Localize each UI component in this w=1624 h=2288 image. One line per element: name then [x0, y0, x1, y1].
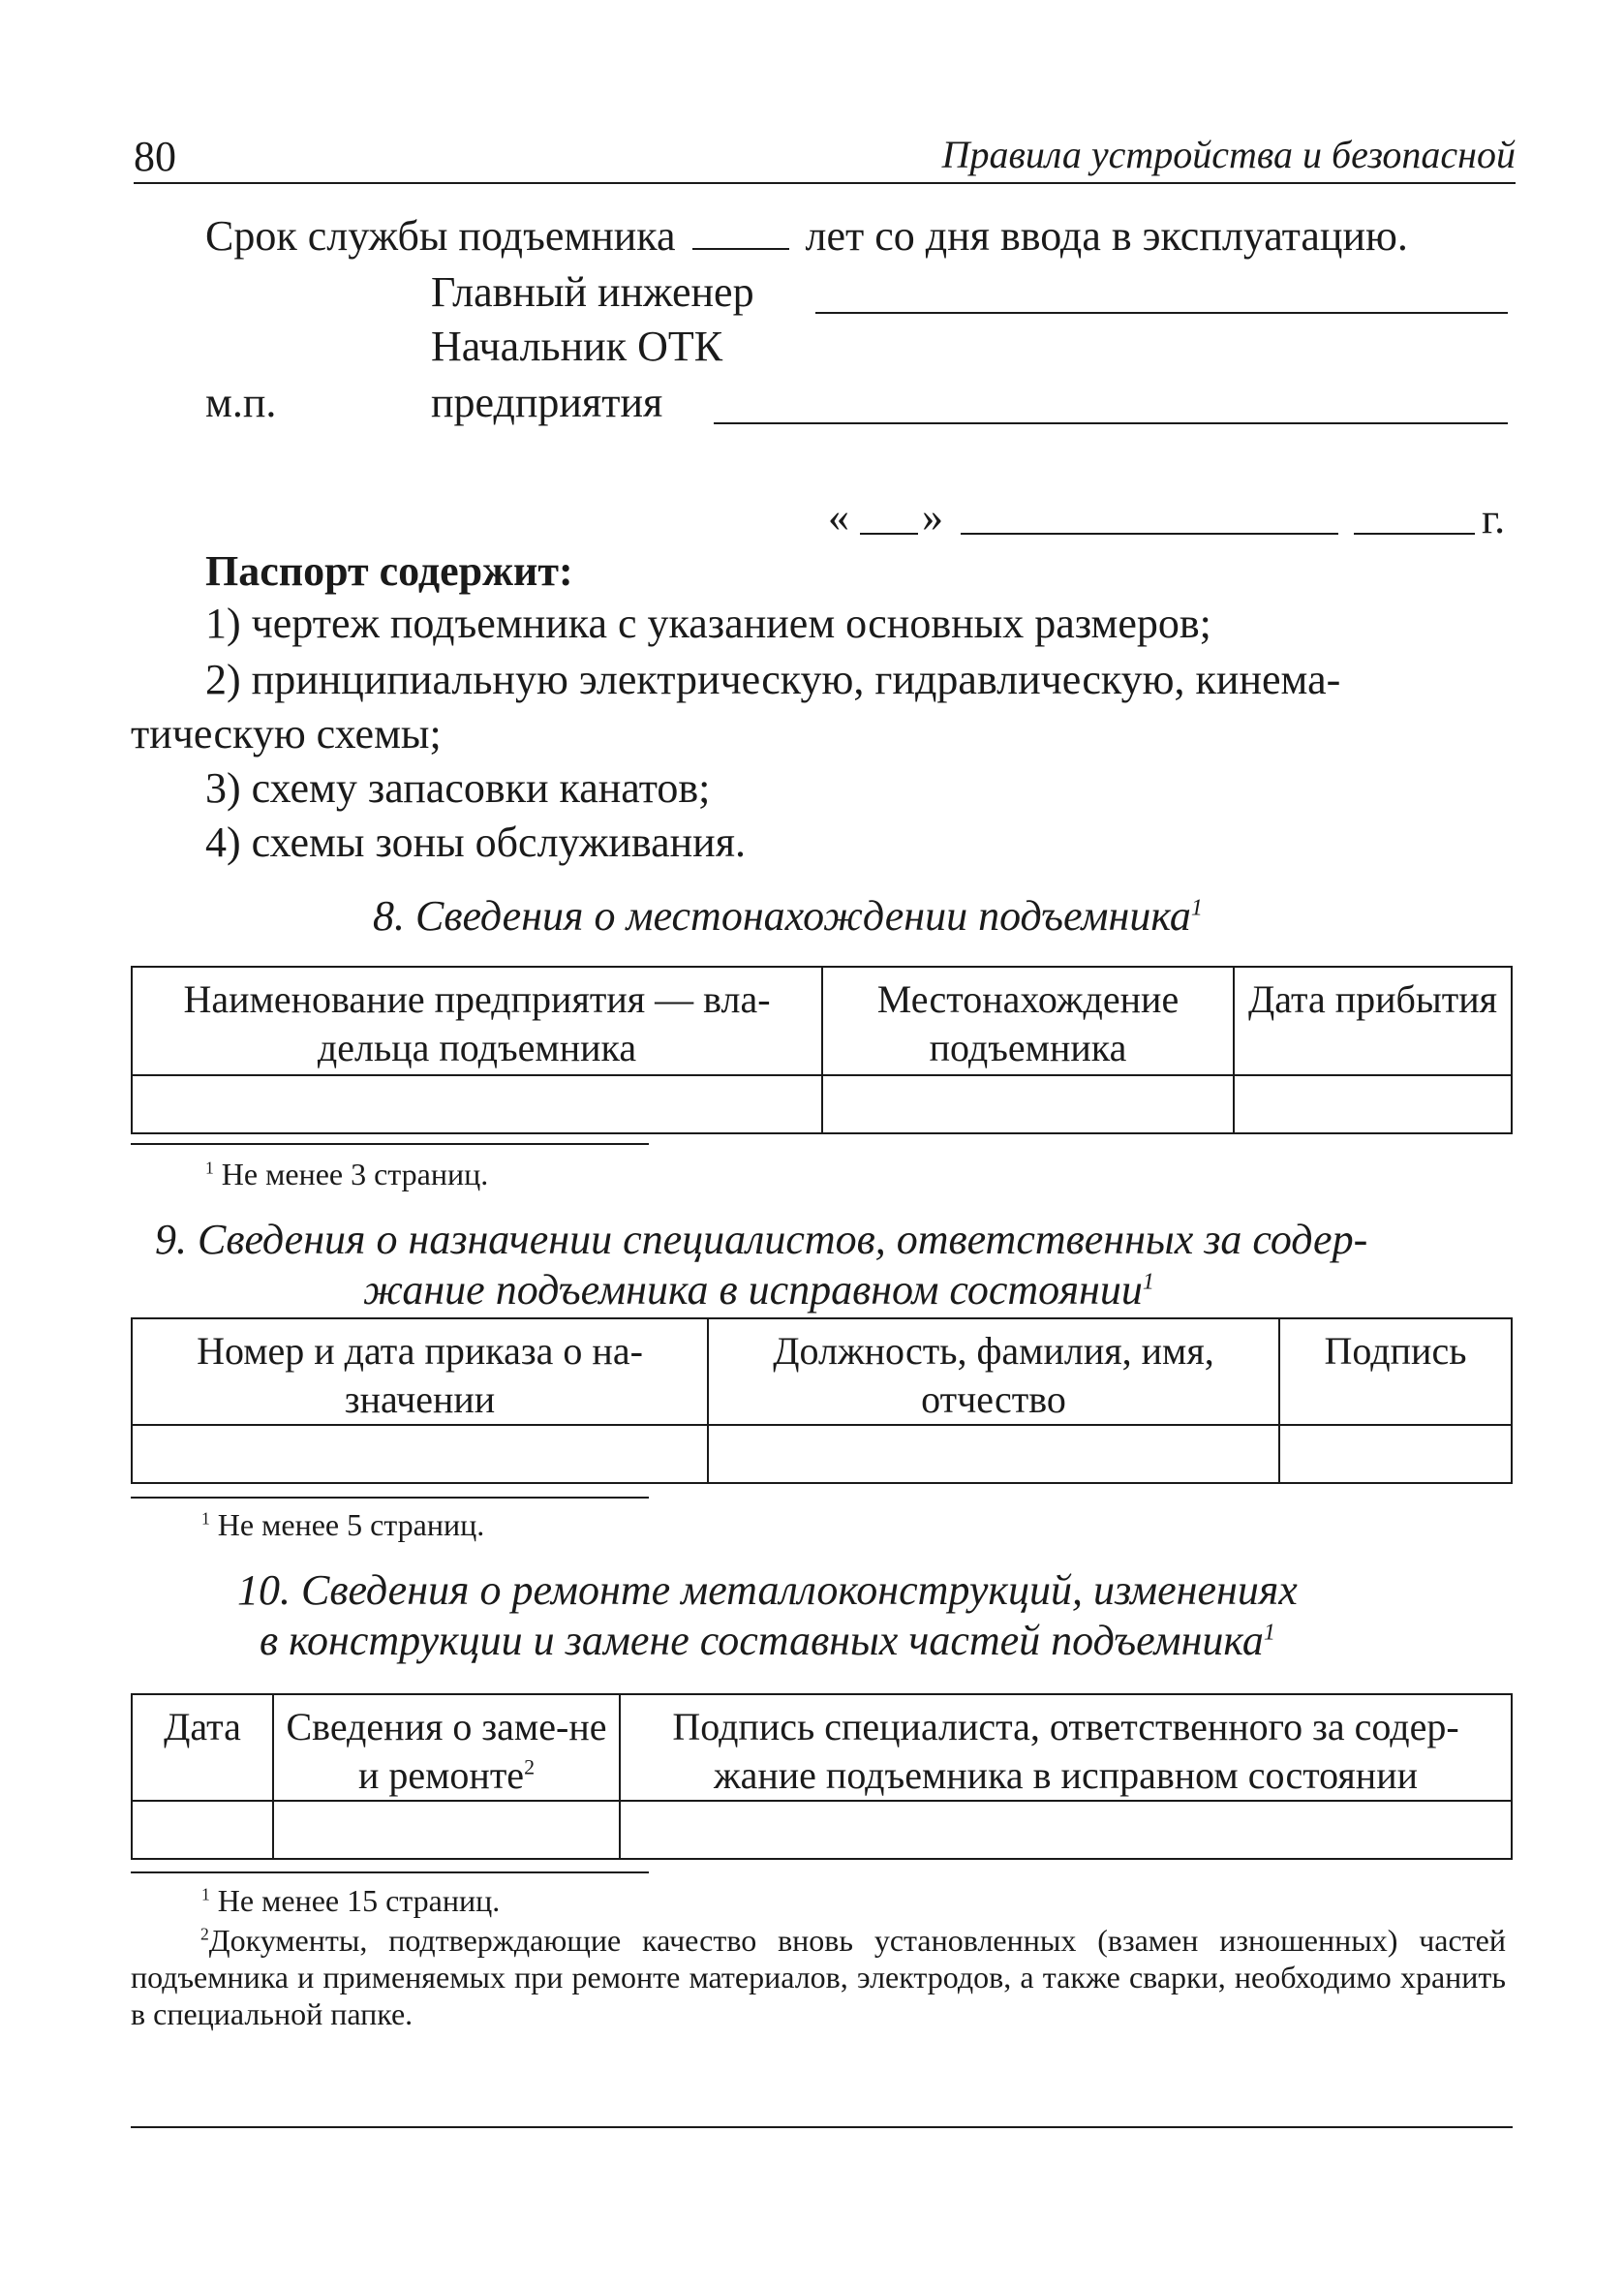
page-bottom-rule — [131, 2126, 1513, 2128]
section10-title-line2 — [260, 1617, 1276, 1664]
year-suffix: г. — [1482, 495, 1506, 542]
head-qc-label-2: предприятия — [431, 379, 663, 426]
chief-engineer-label: Главный инженер — [431, 268, 754, 316]
section10-col-date: Дата — [132, 1694, 273, 1801]
date-year-blank — [1354, 533, 1475, 535]
section8-footnote-rule — [131, 1143, 649, 1145]
section8-title-text: 8. Сведения о местонахождении подъемника — [373, 892, 1191, 940]
section8-cell-location[interactable] — [822, 1075, 1234, 1133]
section9-title-line2 — [363, 1266, 1154, 1314]
section10-title-line1: 10. Сведения о ремонте металлоконструкций, изменениях — [237, 1566, 1298, 1614]
section10-col-repair-footnote-mark: 2 — [524, 1754, 536, 1779]
section8-footnote-text: Не менее 3 страниц. — [221, 1157, 489, 1191]
service-life-suffix: лет со дня ввода в эксплуатацию. — [805, 212, 1408, 260]
section8-col-location: Местонахождение подъемника — [822, 967, 1234, 1075]
section9-footnote-rule — [131, 1497, 649, 1499]
section9-footnote-mark: 1 — [1142, 1268, 1154, 1295]
section8-footnote — [205, 1155, 488, 1193]
section9-footnote-ref: 1 — [201, 1508, 210, 1529]
section8-cell-owner[interactable] — [132, 1075, 822, 1133]
passport-heading: Паспорт содержит: — [205, 547, 573, 595]
section10-cell-specialist-signature[interactable] — [620, 1801, 1512, 1859]
section9-cell-order[interactable] — [132, 1425, 708, 1483]
section8-table — [131, 966, 1513, 1134]
section10-footnote-1 — [201, 1881, 500, 1920]
running-title: Правила устройства и безопасной — [941, 133, 1516, 176]
section10-footnote1-ref: 1 — [201, 1884, 210, 1904]
section10-col-repair-info — [273, 1694, 620, 1801]
date-close-quote: » — [922, 493, 943, 541]
section10-footnote-2 — [131, 1922, 1506, 2032]
service-life-line — [205, 212, 1408, 260]
passport-item-2-cont: тическую схемы; — [131, 710, 442, 758]
section9-title-line2-text: жание подъемника в исправном состоянии — [363, 1266, 1143, 1314]
section9-title-line1: 9. Сведения о назначении специалистов, ответственных за содер- — [155, 1216, 1368, 1263]
section8-cell-arrival-date[interactable] — [1234, 1075, 1512, 1133]
service-life-prefix: Срок службы подъемника — [205, 212, 676, 260]
section10-title-line2-text: в конструкции и замене составных частей подъемника — [260, 1617, 1264, 1664]
head-qc-label: Начальник ОТК — [431, 323, 723, 370]
passport-item-1: 1) чертеж подъемника с указанием основных размеров; — [205, 600, 1211, 647]
passport-item-2: 2) принципиальную электрическую, гидравлическую, кинема- — [205, 656, 1341, 703]
section10-cell-date[interactable] — [132, 1801, 273, 1859]
section8-title — [373, 892, 1203, 940]
section8-footnote-mark: 1 — [1190, 894, 1203, 921]
section9-cell-signature[interactable] — [1279, 1425, 1512, 1483]
section8-footnote-ref: 1 — [205, 1158, 214, 1178]
stamp-place-label: м.п. — [205, 379, 277, 426]
section8-col-arrival-date: Дата прибытия — [1234, 967, 1512, 1075]
section9-cell-person[interactable] — [708, 1425, 1279, 1483]
section9-footnote-text: Не менее 5 страниц. — [217, 1507, 485, 1542]
section10-footnote-rule — [131, 1871, 649, 1873]
section10-footnote2-ref: 2 — [200, 1924, 209, 1944]
section10-col-repair-info-text: Сведения о заме-не и ремонте — [286, 1705, 607, 1797]
section9-col-person: Должность, фамилия, имя, отчество — [708, 1318, 1279, 1425]
section10-footnote-1-text: Не менее 15 страниц. — [217, 1883, 501, 1918]
section8-col-owner: Наименование предприятия — вла-дельца подъемника — [132, 967, 822, 1075]
section10-col-specialist-signature: Подпись специалиста, ответственного за содер-жание подъемника в исправном состоянии — [620, 1694, 1512, 1801]
service-life-blank — [692, 248, 789, 250]
head-qc-signature-line — [714, 422, 1508, 424]
section10-footnote-mark: 1 — [1263, 1619, 1276, 1646]
page-number: 80 — [134, 133, 176, 180]
section9-footnote — [201, 1505, 484, 1544]
section10-footnote-2-text: Документы, подтверждающие качество вновь установленных (взамен изношенных) частей подъемника и применяемых при ремонте материалов, электродов, а также сварки, необходимо хранить в специальной папке. — [131, 1923, 1506, 2031]
section9-col-order: Номер и дата приказа о на-значении — [132, 1318, 708, 1425]
chief-engineer-signature-line — [815, 312, 1508, 314]
date-month-blank — [961, 533, 1338, 535]
section9-col-signature: Подпись — [1279, 1318, 1512, 1425]
passport-item-3: 3) схему запасовки канатов; — [205, 764, 711, 812]
section9-table — [131, 1317, 1513, 1484]
section10-cell-repair-info[interactable] — [273, 1801, 620, 1859]
date-day-blank — [860, 533, 918, 535]
header-rule — [134, 182, 1516, 184]
section10-table — [131, 1693, 1513, 1860]
passport-item-4: 4) схемы зоны обслуживания. — [205, 819, 746, 866]
date-open-quote: « — [828, 493, 849, 541]
